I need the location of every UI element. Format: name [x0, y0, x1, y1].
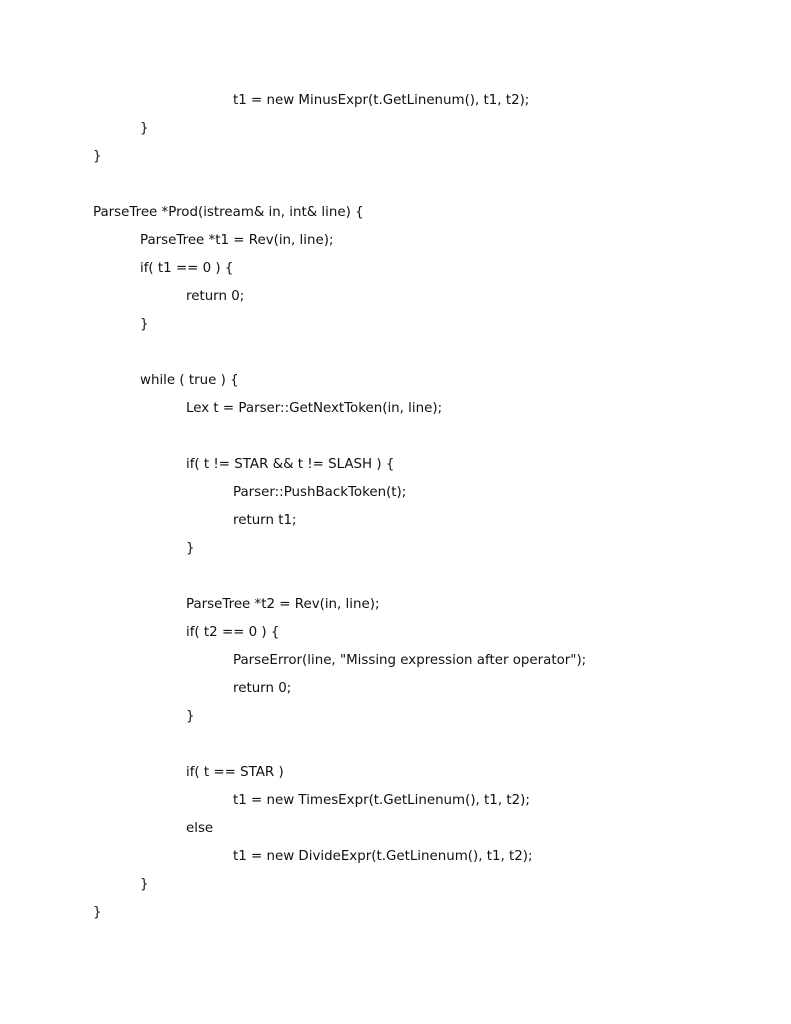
code-line-close-brace: } [140, 877, 149, 892]
code-line-while-true: while ( true ) { [140, 373, 239, 388]
code-line-close-brace: } [140, 317, 149, 332]
code-line-return-zero: return 0; [233, 681, 292, 696]
code-line-times-expr: t1 = new TimesExpr(t.GetLinenum(), t1, t2); [233, 793, 530, 808]
code-line-if-star: if( t == STAR ) [186, 765, 284, 780]
code-line-close-brace: } [93, 149, 102, 164]
code-line-close-brace: } [140, 121, 149, 136]
code-line-if-t2-null: if( t2 == 0 ) { [186, 625, 280, 640]
code-line-push-back-token: Parser::PushBackToken(t); [233, 485, 407, 500]
code-line-minus-expr: t1 = new MinusExpr(t.GetLinenum(), t1, t2); [233, 93, 530, 108]
code-line-close-brace: } [93, 905, 102, 920]
code-line-prod-signature: ParseTree *Prod(istream& in, int& line) { [93, 205, 364, 220]
code-line-t2-decl: ParseTree *t2 = Rev(in, line); [186, 597, 380, 612]
code-line-else: else [186, 821, 214, 836]
code-line-return-zero: return 0; [186, 289, 245, 304]
code-line-parse-error: ParseError(line, "Missing expression after operator"); [233, 653, 587, 668]
code-line-get-next-token: Lex t = Parser::GetNextToken(in, line); [186, 401, 443, 416]
code-line-close-brace: } [186, 709, 195, 724]
code-line-t1-decl: ParseTree *t1 = Rev(in, line); [140, 233, 334, 248]
code-line-if-t1-null: if( t1 == 0 ) { [140, 261, 234, 276]
code-line-close-brace: } [186, 541, 195, 556]
code-line-if-not-star-slash: if( t != STAR && t != SLASH ) { [186, 457, 395, 472]
code-line-divide-expr: t1 = new DivideExpr(t.GetLinenum(), t1, t2); [233, 849, 533, 864]
code-line-return-t1: return t1; [233, 513, 297, 528]
